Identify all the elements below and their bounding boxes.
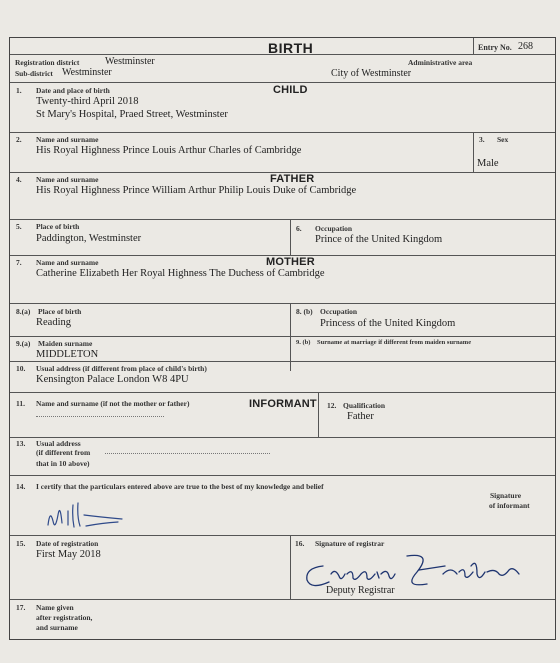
field-4-number: 4. [16, 175, 22, 184]
usual-address-value: Kensington Palace London W8 4PU [36, 374, 189, 385]
signature-of-informant-label-line1: Signature [490, 491, 522, 500]
maiden-surname-value: MIDDLETON [36, 349, 99, 360]
field-5-number: 5. [16, 222, 22, 231]
field-1-number: 1. [16, 86, 22, 95]
field-5-label: Place of birth [36, 222, 80, 231]
field-17-label-line1: Name given [36, 603, 74, 612]
field-2-number: 2. [16, 135, 22, 144]
father-birthplace-value: Paddington, Westminster [36, 233, 142, 244]
document-title: BIRTH [268, 40, 314, 56]
field-8b-label: Occupation [320, 307, 358, 316]
field-17-label-line3: and surname [36, 623, 78, 632]
section-child: CHILD [273, 84, 308, 96]
field-16-number: 16. [295, 539, 305, 548]
field-13-label-line2: (if different from [36, 448, 91, 457]
field-13-label-line1: Usual address [36, 439, 81, 448]
field-13-number: 13. [16, 439, 26, 448]
field-14-number: 14. [16, 482, 26, 491]
field-12-number: 12. [327, 401, 337, 410]
field-16-label: Signature of registrar [315, 539, 385, 548]
registration-district-label: Registration district [15, 58, 80, 67]
child-name-value: His Royal Highness Prince Louis Arthur Charles of Cambridge [36, 145, 302, 156]
mother-name-value: Catherine Elizabeth Her Royal Highness The Duchess of Cambridge [36, 268, 325, 279]
qualification-value: Father [347, 411, 374, 422]
administrative-area-label: Administrative area [408, 58, 473, 67]
administrative-area-value: City of Westminster [331, 68, 412, 79]
field-15-number: 15. [16, 539, 26, 548]
field-9b-number: 9. (b) [296, 339, 311, 346]
section-informant: INFORMANT [249, 398, 317, 410]
informant-signature [40, 495, 130, 535]
entry-no-label: Entry No. [478, 43, 512, 52]
field-2-label: Name and surname [36, 135, 99, 144]
field-3-label: Sex [497, 135, 509, 144]
field-14-label: I certify that the particulars entered above are true to the best of my knowledge and belief [36, 482, 324, 491]
mother-occupation-value: Princess of the United Kingdom [320, 318, 456, 329]
sub-district-label: Sub-district [15, 69, 53, 78]
section-mother: MOTHER [266, 256, 315, 268]
field-8b-number: 8. (b) [296, 307, 313, 316]
field-6-label: Occupation [315, 224, 353, 233]
field-10-label: Usual address (if different from place of child's birth) [36, 364, 207, 373]
field-15-label: Date of registration [36, 539, 99, 548]
field-13-label-line3: that in 10 above) [36, 459, 90, 468]
date-of-birth-value: Twenty-third April 2018 [36, 96, 139, 107]
field-1-label: Date and place of birth [36, 86, 110, 95]
entry-no-value: 268 [518, 41, 533, 52]
field-7-number: 7. [16, 258, 22, 267]
registrar-title: Deputy Registrar [326, 585, 395, 596]
signature-of-informant-label-line2: of informant [489, 501, 530, 510]
field-17-label-line2: after registration, [36, 613, 93, 622]
field-11-label: Name and surname (if not the mother or father) [36, 399, 190, 408]
registration-district-value: Westminster [105, 56, 155, 67]
section-father: FATHER [270, 173, 315, 185]
field-8a-number: 8.(a) [16, 307, 31, 316]
father-name-value: His Royal Highness Prince William Arthur Philip Louis Duke of Cambridge [36, 185, 357, 196]
field-3-number: 3. [479, 135, 485, 144]
field-7-label: Name and surname [36, 258, 99, 267]
place-of-birth-value: St Mary's Hospital, Praed Street, Westminster [36, 109, 228, 120]
father-occupation-value: Prince of the United Kingdom [315, 234, 443, 245]
sub-district-value: Westminster [62, 67, 112, 78]
register-entry-form [9, 37, 556, 640]
field-11-number: 11. [16, 399, 25, 408]
date-of-registration-value: First May 2018 [36, 549, 101, 560]
field-8a-label: Place of birth [38, 307, 82, 316]
field-12-label: Qualification [343, 401, 386, 410]
field-9a-number: 9.(a) [16, 339, 31, 348]
sex-value: Male [477, 158, 499, 169]
field-9a-label: Maiden surname [38, 339, 93, 348]
field-17-number: 17. [16, 603, 26, 612]
field-4-label: Name and surname [36, 175, 99, 184]
field-6-number: 6. [296, 224, 302, 233]
mother-birthplace-value: Reading [36, 317, 71, 328]
field-9b-label: Surname at marriage if different from maiden surname [317, 339, 472, 346]
field-10-number: 10. [16, 364, 26, 373]
